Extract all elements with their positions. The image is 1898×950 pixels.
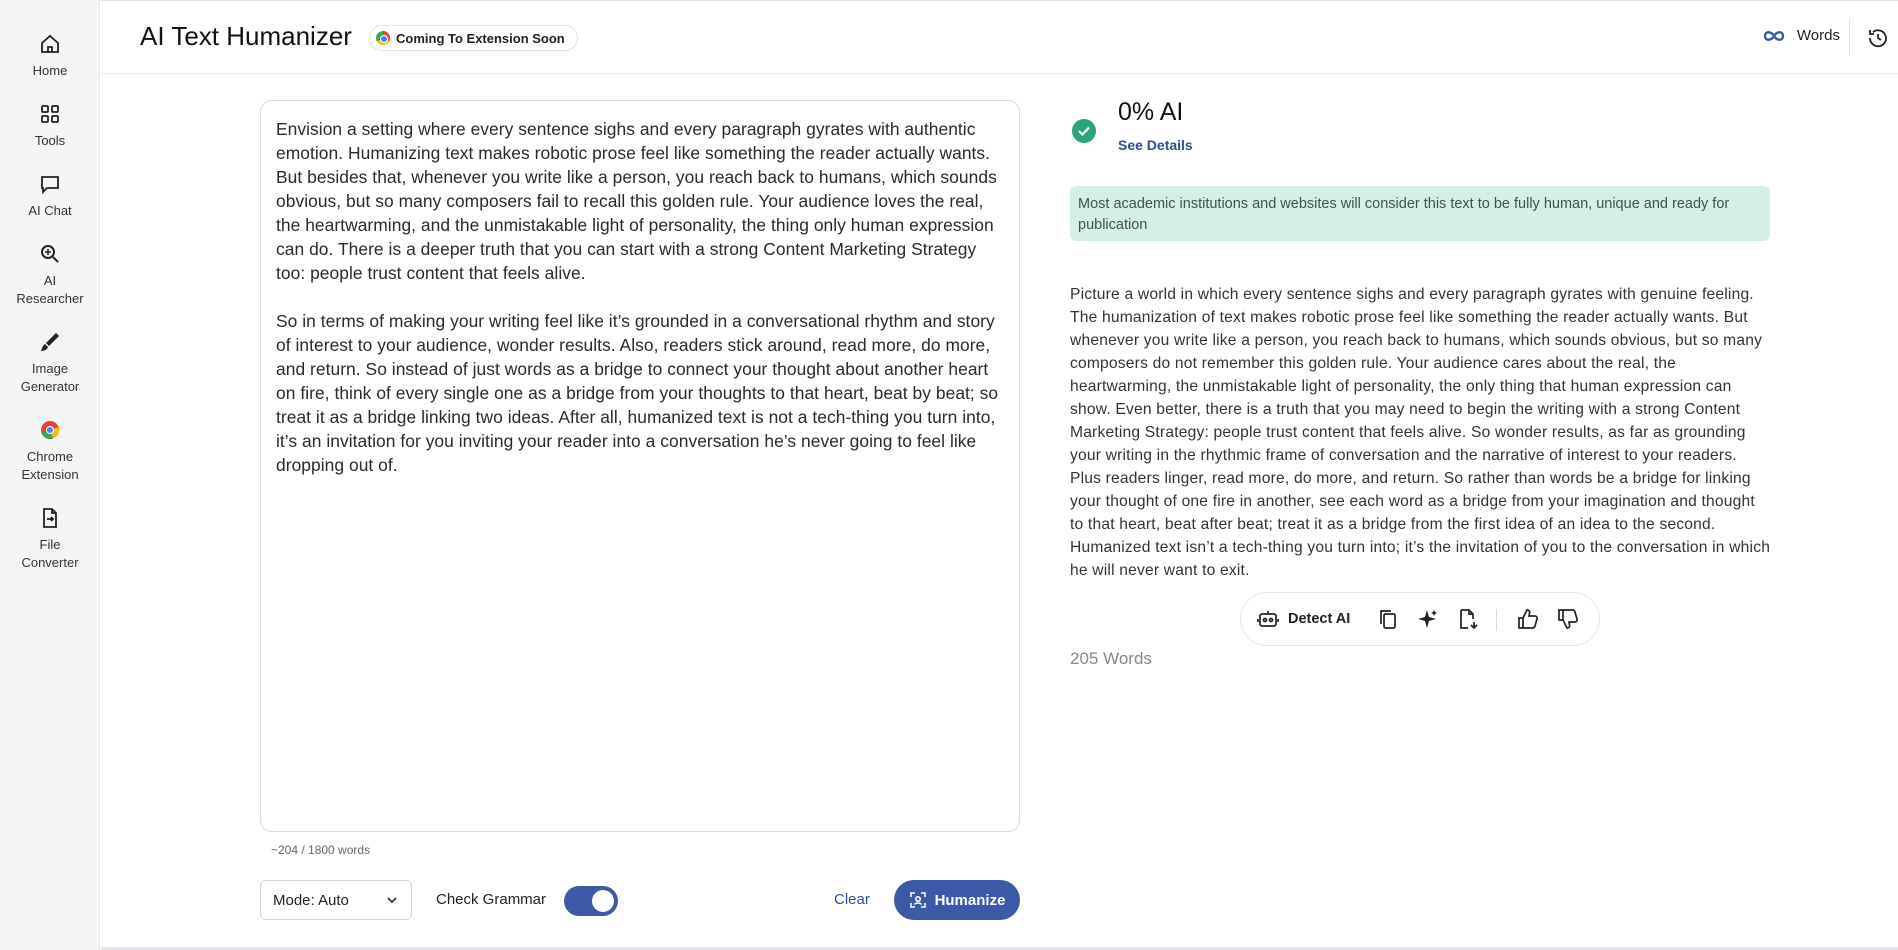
coming-soon-badge [369,25,578,51]
humanize-button[interactable] [894,880,1020,920]
sidebar-item-label: Image Generator [20,361,80,394]
sidebar-item-label: Tools [34,133,66,148]
output-word-count: 205 Words [1070,649,1152,668]
action-bar-divider [1496,609,1497,631]
input-paragraph: So in terms of making your writing feel like it’s grounded in a conversational rhythm and story of interest to your audience, wonder results. Also, readers stick around, read more, do more, and return. So instead of just words as a bridge to connect your thought about another heart on fire, think of every single one as a bridge from your thoughts to that heart, beat by beat; so treat it as a bridge linking two ideas. After all, humanized text is not a tech-thing you turn into, it’s an invitation for you inviting your reader into a conversation he’s never going to feel like dropping out of. [276,311,999,475]
sidebar [0,0,100,950]
sidebar-item-ai-chat[interactable] [0,172,100,220]
sparkle-icon[interactable] [1417,608,1439,630]
sidebar-item-label: AI Chat [28,203,72,218]
brush-icon [38,330,62,354]
thumbs-down-icon[interactable] [1557,608,1579,630]
sidebar-item-tools[interactable] [0,102,100,150]
sidebar-item-file-converter[interactable] [0,506,100,572]
success-check-icon [1072,119,1096,143]
input-word-count: ~204 / 1800 words [271,843,371,857]
see-details-link[interactable]: See Details [1118,137,1193,153]
scan-face-icon [909,891,927,909]
check-grammar-toggle[interactable] [564,886,618,916]
mode-select[interactable] [260,880,412,920]
humanized-output-text: Picture a world in which every sentence sighs and every paragraph gyrates with genuine feeling. The humanization of text makes robotic prose feel like something the reader actually wants. But whenever you write like a person, you reach back to humans, which sounds obvious, but so many composers do not remember this golden rule. Your audience cares about the real, the heartwarming, the unmistakable light of personality, the only thing that human expression can show. Even better, there is a truth that you may need to begin the writing with a strong Content Marketing Strategy: people trust content that feels alive. So wonder results, as far as grounding your writing in the rhythmic frame of conversation and the narrative of interest to your readers. Plus readers linger, read more, do more, and return. So rather than words be a bridge for linking your thought of one fire in another, see each word as a bridge from your imagination and thought to that heart, beat after beat; treat it as a bridge from the first idea of an idea to the second. Humanized text isn’t a tech-thing you turn into; it’s the invitation of you to the conversation in which he will never want to exit. [1070,286,1771,579]
badge-label: Coming To Extension Soon [396,30,565,46]
ai-score: 0% AI [1118,98,1184,126]
chrome-icon [376,31,390,45]
copy-icon[interactable] [1377,608,1399,630]
thumbs-up-icon[interactable] [1517,608,1539,630]
input-textarea[interactable] [260,100,1020,832]
check-grammar-label: Check Grammar [436,891,547,908]
toggle-knob [592,890,614,912]
page-title: AI Text Humanizer [140,21,352,51]
detect-ai-button[interactable] [1257,608,1350,630]
clear-button[interactable]: Clear [834,891,870,908]
chrome-icon [38,418,62,442]
chat-icon [38,172,62,196]
file-convert-icon [38,506,62,530]
robot-icon [1257,608,1279,630]
sidebar-item-label: Chrome Extension [21,449,79,482]
sidebar-item-home[interactable] [0,32,100,80]
humanize-label: Humanize [934,891,1006,909]
words-plan-link[interactable] [1761,27,1840,44]
sidebar-item-ai-researcher[interactable] [0,242,100,308]
input-paragraph: Envision a setting where every sentence sighs and every paragraph gyrates with authentic emotion. Humanizing text makes robotic prose feel like something the reader actually wants. But besides that, whenever you write like a person, you reach back to humans, which sounds obvious, but so many composers fail to recall this golden rule. Your audience loves the real, the heartwarming, and the unmistakable light of personality, the thing only human expression can do. There is a deeper truth that you can start with a strong Content Marketing Strategy too: people trust content that feels alive. [276,119,997,283]
mode-select-value: Mode: Auto [273,891,349,909]
sidebar-item-chrome-extension[interactable] [0,418,100,484]
words-label: Words [1796,27,1840,44]
chevron-down-icon [385,893,399,907]
home-icon [38,32,62,56]
human-notice-banner: Most academic institutions and websites will consider this text to be fully human, unique and ready for publication [1070,186,1770,241]
infinity-icon [1761,29,1787,43]
history-icon[interactable] [1866,26,1890,50]
sidebar-item-label: Home [32,63,68,78]
sidebar-item-label: AI Researcher [16,273,84,306]
grid-icon [38,102,62,126]
detect-ai-label: Detect AI [1288,611,1351,627]
search-icon [38,242,62,266]
sidebar-item-image-generator[interactable] [0,330,100,396]
header-divider [1849,19,1850,55]
export-file-icon[interactable] [1457,608,1479,630]
top-header [101,0,1898,74]
sidebar-item-label: File Converter [21,537,79,570]
output-action-bar [1240,592,1600,646]
